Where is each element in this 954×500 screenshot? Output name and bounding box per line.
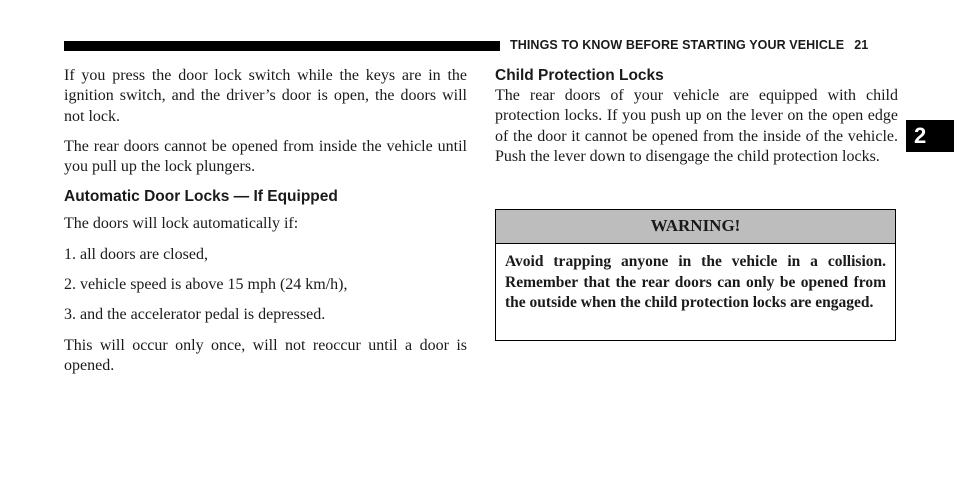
list-item: 3. and the accelerator pedal is depressed. xyxy=(64,306,326,324)
paragraph-child-locks: The rear doors of your vehicle are equipped with child protection locks. If you push up on the lever on the open edge of the door it cannot be opened from the inside of the vehicle. Push the lever down to disengage the child protection locks. xyxy=(495,87,898,165)
paragraph-door-lock-switch: If you press the door lock switch while the keys are in the ignition switch, and the driver’s door is open, the doors will not lock. xyxy=(64,67,467,125)
running-header xyxy=(510,38,868,54)
heading-child-protection-locks: Child Protection Locks xyxy=(495,67,664,84)
warning-box xyxy=(495,209,896,341)
list-item: 2. vehicle speed is above 15 mph (24 km/h), xyxy=(64,276,348,294)
heading-automatic-door-locks: Automatic Door Locks — If Equipped xyxy=(64,188,338,206)
header-title: THINGS TO KNOW BEFORE STARTING YOUR VEHICLE xyxy=(510,38,845,52)
paragraph-rear-doors: The rear doors cannot be opened from inside the vehicle until you pull up the lock plungers. xyxy=(64,137,467,176)
left-column xyxy=(64,66,467,386)
right-column xyxy=(495,66,898,177)
paragraph-intro: The doors will lock automatically if: xyxy=(64,215,299,233)
list-item: 1. all doors are closed, xyxy=(64,245,208,263)
page-number: 21 xyxy=(854,38,869,52)
warning-body: Avoid trapping anyone in the vehicle in a collision. Remember that the rear doors can only be opened from the outside when the child protection locks are engaged. xyxy=(505,253,886,311)
warning-title: WARNING! xyxy=(496,210,895,244)
header-rule xyxy=(64,41,500,51)
section-tab: 2 xyxy=(906,120,954,152)
paragraph-once: This will occur only once, will not reoccur until a door is opened. xyxy=(64,336,467,374)
